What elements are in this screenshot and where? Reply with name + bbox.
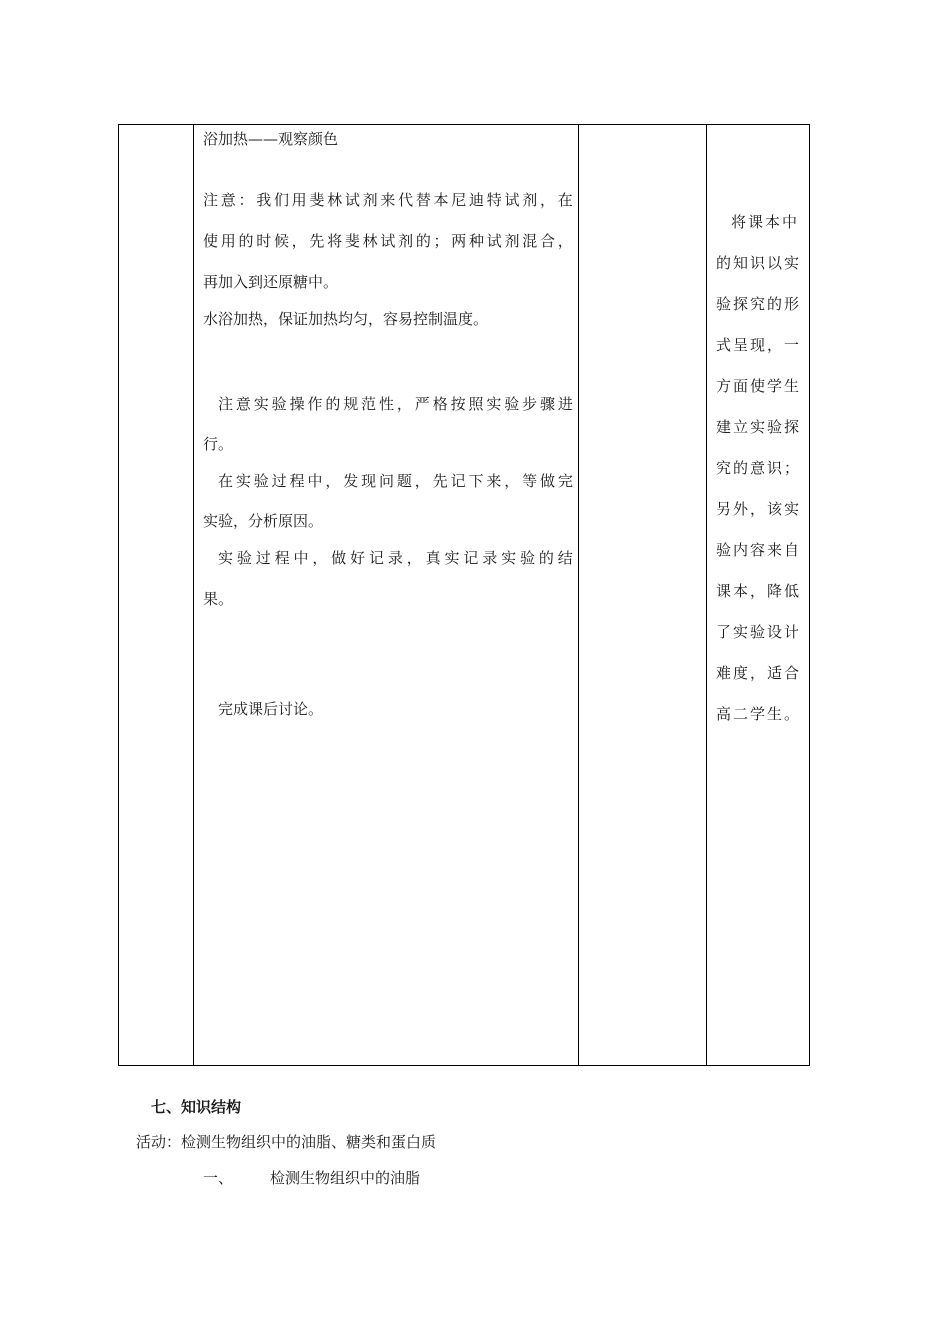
outline-item-number: 一、	[203, 1169, 234, 1187]
content-line: 实验，分析原因。	[203, 512, 324, 530]
note-line: 另外，该实	[716, 500, 802, 518]
content-line: 在 实 验 过 程 中 ， 发 现 问 题 ， 先 记 下 来 ， 等 做 完	[218, 472, 573, 490]
note-line: 验探究的形	[716, 295, 802, 313]
note-line: 验内容来自	[716, 541, 802, 559]
note-line: 课本，降低	[716, 582, 802, 600]
content-line: 实 验 过 程 中 ， 做 好 记 录 ， 真 实 记 录 实 验 的 结	[218, 549, 573, 567]
content-line: 浴加热——观察颜色	[203, 130, 339, 148]
note-line: 究的意识；	[716, 459, 802, 477]
design-intent-cell	[716, 202, 804, 735]
content-line: 使 用 的 时 候 ， 先 将 斐 林 试 剂 的 ； 两 种 试 剂 混 合 ，	[203, 232, 573, 250]
content-line: 注 意 ： 我 们 用 斐 林 试 剂 来 代 替 本 尼 迪 特 试 剂 ， 在	[203, 191, 573, 209]
note-line: 高二学生。	[716, 705, 802, 723]
note-line: 难度，适合	[716, 664, 802, 682]
note-line: 式呈现，一	[716, 336, 802, 354]
note-line: 将课本中	[731, 213, 800, 231]
activity-title: 活动：检测生物组织中的油脂、糖类和蛋白质	[136, 1133, 437, 1151]
table-column-divider	[578, 124, 579, 1066]
table-column-divider	[193, 124, 194, 1066]
outline-item	[203, 1167, 420, 1188]
table-column-divider	[706, 124, 707, 1066]
content-line: 注 意 实 验 操 作 的 规 范 性 ， 严 格 按 照 实 验 步 骤 进	[218, 395, 573, 413]
note-line: 了实验设计	[716, 623, 802, 641]
content-line: 行。	[203, 435, 234, 453]
content-line: 水浴加热，保证加热均匀，容易控制温度。	[203, 310, 489, 328]
content-line: 完成课后讨论。	[218, 700, 324, 718]
note-line: 的知识以实	[716, 254, 802, 272]
note-line: 方面使学生	[716, 377, 802, 395]
note-line: 建立实验探	[716, 418, 802, 436]
section-heading: 七、知识结构	[151, 1098, 242, 1116]
outline-item-text: 检测生物组织中的油脂	[270, 1169, 421, 1187]
content-line: 再加入到还原糖中。	[203, 273, 339, 291]
content-line: 果。	[203, 590, 234, 608]
